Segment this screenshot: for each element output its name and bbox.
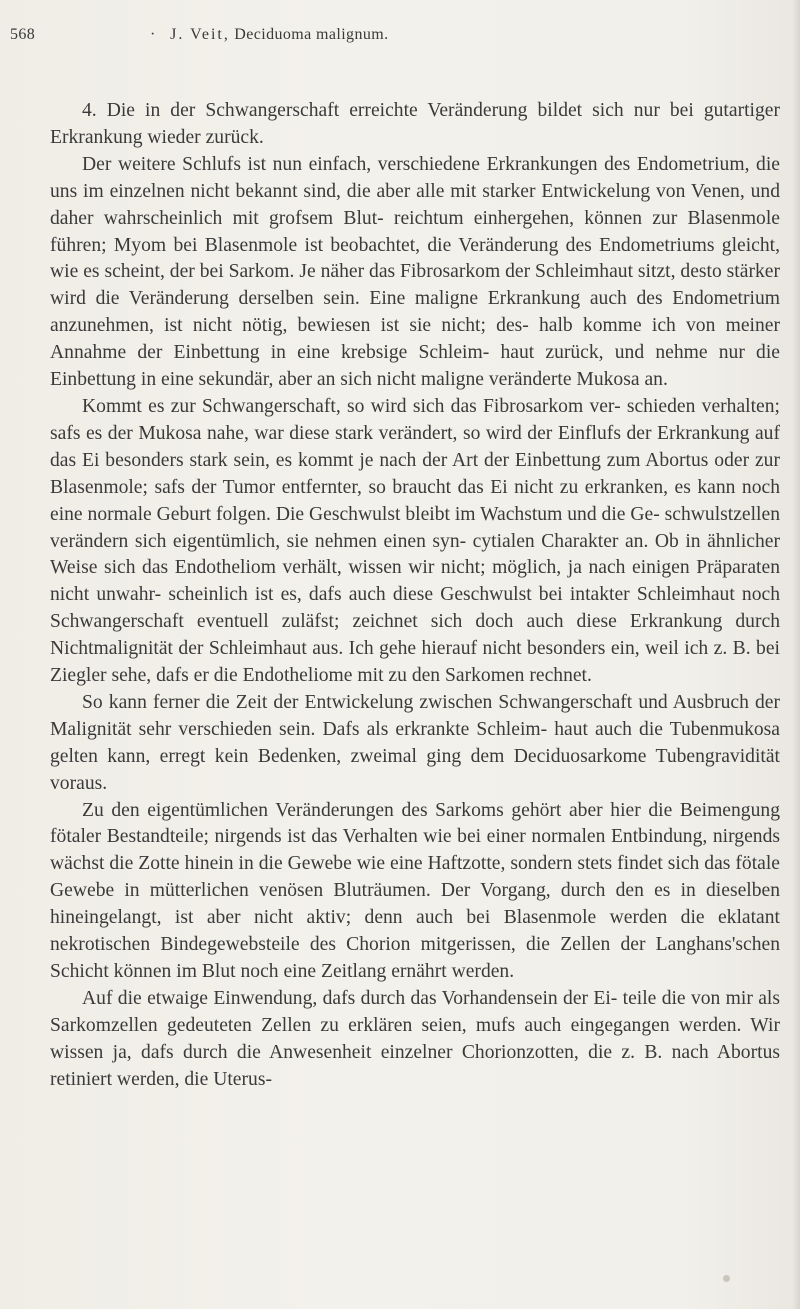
running-header (10, 26, 389, 44)
paragraph: Kommt es zur Schwangerschaft, so wird sich das Fibrosarkom ver- schieden verhalten; safs es der Mukosa nahe, war diese stark verändert, so wird der Einflufs der Erkrankung auf das Ei besonders stark sein, es kommt je nach der Art der Einbettung zum Abortus oder zur Blasenmole; safs der Tumor entfernter, so braucht das Ei nicht zu erkranken, es kann noch eine normale Geburt folgen. Die Geschwulst bleibt im Wachstum und die Ge- schwulstzellen verändern sich eigentümlich, sie nehmen einen syn- cytialen Charakter an. Ob in ähnlicher Weise sich das Endotheliom verhält, wissen wir nicht; möglich, ja nach einigen Präparaten nicht unwahr- scheinlich ist es, dafs auch diese Geschwulst bei intakter Schleimhaut noch Schwangerschaft eventuell zuläfst; zeichnet sich doch auch diese Erkrankung durch Nichtmalignität der Schleimhaut aus. Ich gehe hierauf nicht besonders ein, weil ich z. B. bei Ziegler sehe, dafs er die Endotheliome mit zu den Sarkomen rechnet. (50, 395, 780, 687)
header-title: Deciduoma malignum. (234, 26, 389, 43)
body-text (50, 98, 780, 1094)
paragraph: Der weitere Schlufs ist nun einfach, verschiedene Erkrankungen des Endometrium, die uns im einzelnen nicht bekannt sind, die aber alle mit starker Entwickelung von Venen, und daher wahrscheinlich mit grofsem Blut- reichtum einhergehen, können zur Blasenmole führen; Myom bei Blasenmole ist beobachtet, die Veränderung des Endometriums gleicht, wie es scheint, der bei Sarkom. Je näher das Fibrosarkom der Schleimhaut sitzt, desto stärker wird die Veränderung derselben sein. Eine maligne Erkrankung auch des Endometrium anzunehmen, ist nicht nötig, bewiesen ist sie nicht; des- halb komme ich von meiner Annahme der Einbettung in eine krebsige Schleim- haut zurück, und nehme nur die Einbettung in eine sekundär, aber an sich nicht maligne veränderte Mukosa an. (50, 153, 780, 391)
paragraph: Zu den eigentümlichen Veränderungen des Sarkoms gehört aber hier die Beimengung fötaler Bestandteile; nirgends ist das Verhalten wie bei einer normalen Entbindung, nirgends wächst die Zotte hinein in die Gewebe wie eine Haftzotte, sondern stets findet sich das fötale Gewebe in mütterlichen venösen Bluträumen. Der Vorgang, durch den es in dieselben hineingelangt, ist aber nicht aktiv; denn auch bei Blasenmole werden die eklatant nekrotischen Bindegewebsteile des Chorion mitgerissen, die Zellen der Langhans'schen Schicht können im Blut noch eine Zeitlang ernährt werden. (50, 799, 780, 982)
scan-speck (723, 1275, 730, 1282)
paragraph: Auf die etwaige Einwendung, dafs durch das Vorhandensein der Ei- teile die von mir als Sarkomzellen gedeuteten Zellen zu erklären seien, mufs auch eingegangen werden. Wir wissen ja, dafs durch die Anwesenheit einzelner Chorionzotten, die z. B. nach Abortus retiniert werden, die Uterus- (50, 987, 780, 1090)
header-separator: · (150, 26, 156, 43)
paragraph: So kann ferner die Zeit der Entwickelung zwischen Schwangerschaft und Ausbruch der Malignität sehr verschieden sein. Dafs als erkrankte Schleim- haut auch die Tubenmukosa gelten kann, erregt kein Bedenken, zweimal ging dem Deciduosarkome Tubengravidität voraus. (50, 691, 780, 794)
page-edge-shadow (792, 0, 800, 1309)
paragraph: 4. Die in der Schwangerschaft erreichte Veränderung bildet sich nur bei gutartiger Erkrankung wieder zurück. (50, 100, 780, 148)
header-author: J. Veit, (170, 26, 230, 43)
page-number: 568 (10, 26, 36, 43)
